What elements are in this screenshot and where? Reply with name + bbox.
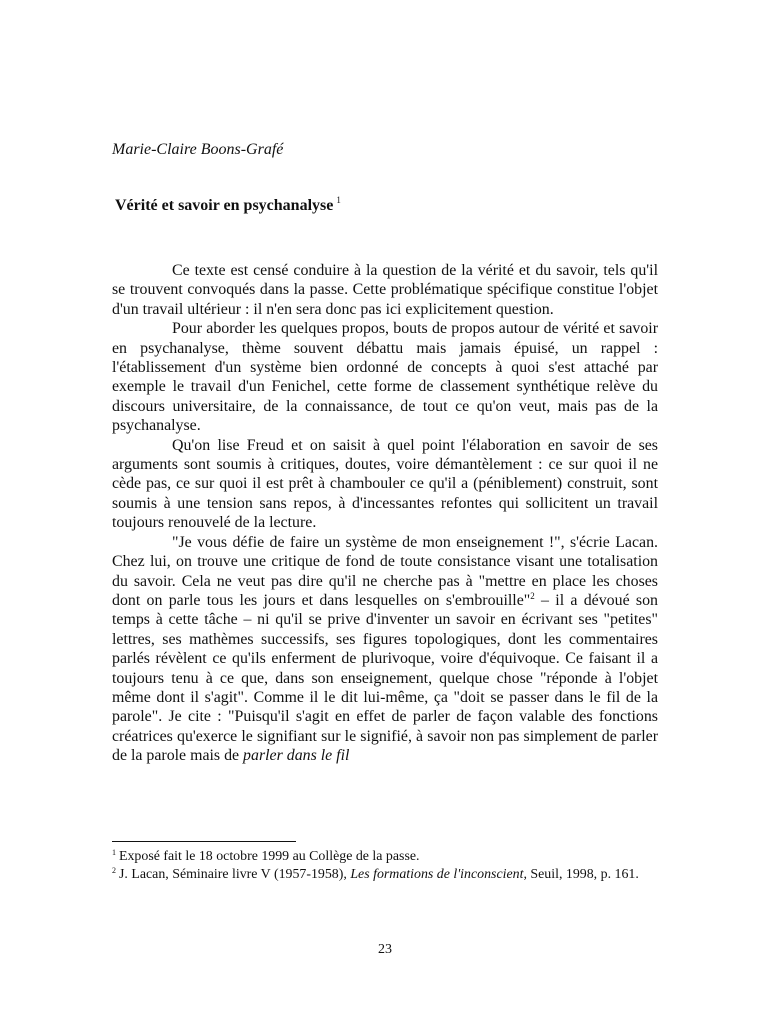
footnote-2-text-after: , Seuil, 1998, p. 161.	[523, 866, 639, 882]
page-number: 23	[378, 942, 392, 957]
paragraph-1: Ce texte est censé conduire à la question de la vérité et du savoir, tels qu'il se trouvent convoqués dans la passe. Cette problématique spécifique constitue l'objet d'un travail ultérieur : il n'en sera donc pas ici explicitement question.	[112, 262, 658, 318]
author-name: Marie-Claire Boons-Grafé	[112, 141, 284, 158]
footnote-2-text-before: J. Lacan, Séminaire livre V (1957-1958),	[119, 866, 351, 882]
footnote-1-number: 1	[112, 848, 116, 857]
paragraph-2: Pour aborder les quelques propos, bouts de propos autour de vérité et savoir en psychanalyse, thème souvent débattu mais jamais épuisé, un rappel : l'établissement d'un système bien ordonné de concepts à quoi s'est attaché par exemple le travail d'un Fenichel, cette forme de classement synthétique relève du discours universitaire, de la connaissance, de tout ce qu'on veut, mais pas de la psychanalyse.	[112, 320, 658, 435]
footnote-1-text: Exposé fait le 18 octobre 1999 au Collège de la passe.	[119, 849, 420, 864]
paragraph-4-part-1: "Je vous défie de faire un système de mon enseignement !", s'écrie Lacan. Chez lui, on trouve une critique de fond de toute consistance visant une totalisation du savoir. Cela ne veut pas dire qu'il ne cherche pas à "mettre en place les choses dont on parle tous les jours et dans lesquelles on s'embrouille"	[112, 533, 658, 609]
footnotes	[112, 848, 658, 883]
paragraph-4-italic: parler dans le fil	[243, 747, 350, 765]
paragraph-4-part-2: – il a dévoué son temps à cette tâche – ni qu'il se prive d'inventer un savoir en écrivant ses "petites" lettres, ses mathèmes successifs, ses figures topologiques, dont les commentaires parlés révèlent ce qu'ils enferment de plurivoque, voire d'équivoque. Ce faisant il a toujours tenu à ce que, dans son enseignement, quelque chose "réponde à l'objet même dont il s'agit". Comme il le dit lui-même, ça "doit se passer dans le fil de la parole". Je cite : "Puisqu'il s'agit en effet de parler de façon valable des fonctions créatrices qu'exerce le signifiant sur le signifié, à savoir non pas simplement de parler de la parole mais de	[112, 591, 658, 765]
paragraph-4	[112, 533, 658, 766]
footnote-1	[112, 848, 658, 866]
footnote-2	[112, 866, 658, 884]
footnote-2-book-title: Les formations de l'inconscient	[350, 866, 524, 882]
article-title-text: Vérité et savoir en psychanalyse	[115, 197, 334, 214]
title-footnote-ref: 1	[336, 195, 341, 205]
footnote-separator	[112, 841, 296, 842]
document-page	[112, 0, 658, 1024]
footnote-2-number: 2	[112, 865, 116, 875]
paragraph-3: Qu'on lise Freud et on saisit à quel point l'élaboration en savoir de ses arguments sont soumis à critiques, doutes, voire démantèlement : ce sur quoi il ne cède pas, ce sur quoi il est prêt à chambouler ce qu'il a (péniblement) construit, sont soumis à une tension sans repos, à d'incessantes refontes qui sollicitent un travail toujours renouvelé de la lecture.	[112, 436, 658, 532]
article-body	[112, 261, 658, 766]
footnote-ref-2: 2	[530, 590, 535, 601]
article-title	[115, 195, 341, 215]
